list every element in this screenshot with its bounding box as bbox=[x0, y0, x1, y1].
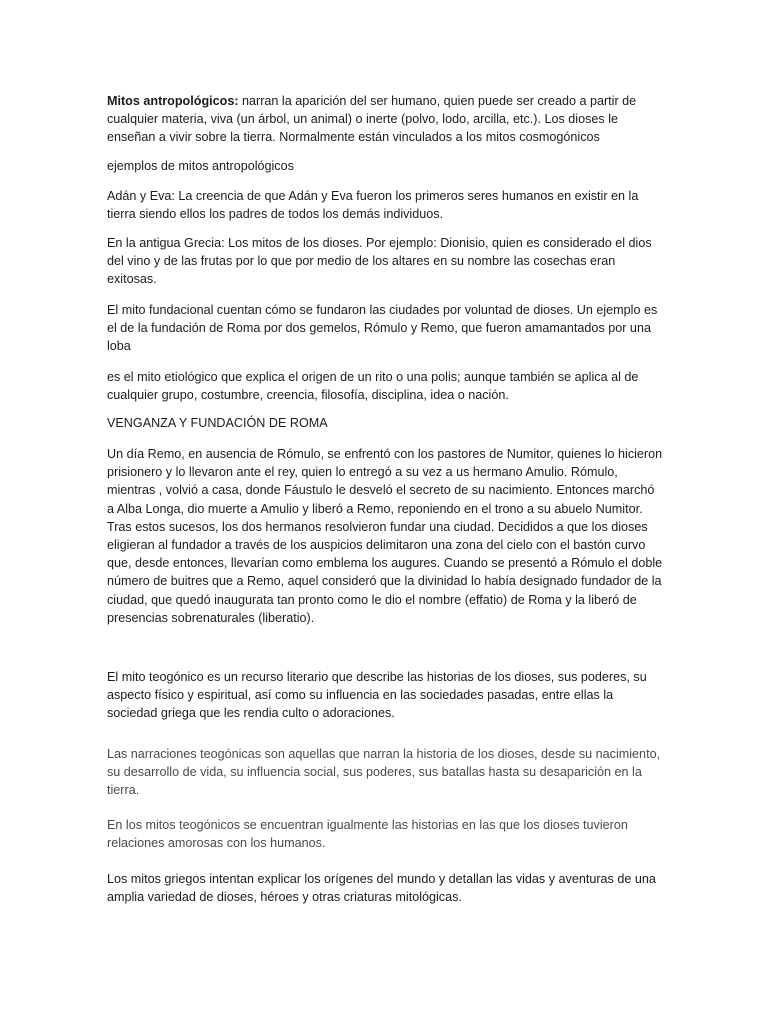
paragraph-mito-teogonico: El mito teogónico es un recurso literario que describe las historias de los dioses, sus poderes, su aspecto físico y espiritual, así como su influencia en las sociedades pasadas, entre ellas la sociedad griega que les rendia culto o adoraciones. bbox=[107, 670, 647, 721]
paragraph-mitos-griegos: Los mitos griegos intentan explicar los orígenes del mundo y detallan las vidas y aventuras de una amplia variedad de dioses, héroes y otras criaturas mitológicas. bbox=[107, 872, 656, 905]
paragraph-adan-y-eva: Adán y Eva: La creencia de que Adán y Eva fueron los primeros seres humanos en existir en la tierra siendo ellos los padres de todos los demás individuos. bbox=[107, 189, 639, 222]
paragraph-ejemplos-heading: ejemplos de mitos antropológicos bbox=[107, 159, 294, 173]
paragraph-antigua-grecia: En la antigua Grecia: Los mitos de los dioses. Por ejemplo: Dionisio, quien es considerado el dios del vino y de las frutas por lo que por medio de los altares en su nombre las cosechas eran exitosas. bbox=[107, 236, 652, 287]
paragraph-mito-etiologico: es el mito etiológico que explica el origen de un rito o una polis; aunque también se aplica al de cualquier grupo, costumbre, creencia, filosofía, disciplina, idea o nación. bbox=[107, 370, 639, 403]
paragraph-lead-term: Mitos antropológicos: bbox=[107, 94, 239, 108]
paragraph-mito-fundacional: El mito fundacional cuentan cómo se fundaron las ciudades por voluntad de dioses. Un ejemplo es el de la fundación de Roma por dos gemelos, Rómulo y Remo, que fueron amamantados por una loba bbox=[107, 303, 658, 354]
paragraph-mitos-teogonicos-amorosos: En los mitos teogónicos se encuentran igualmente las historias en las que los dioses tuvieron relaciones amorosas con los humanos. bbox=[107, 818, 628, 851]
paragraph-remo-romulo: Un día Remo, en ausencia de Rómulo, se enfrentó con los pastores de Numitor, quienes lo hicieron prisionero y lo llevaron ante el rey, quien lo entregó a su vez a us hermano Amulio. Rómulo, mientras , volvió a casa, donde Fáustulo le desveló el secreto de su nacimiento. Entonces marchó a Alba Longa, dio muerte a Amulio y liberó a Remo, reponiendo en el trono a su abuelo Numitor. Tras estos sucesos, los dos hermanos resolvieron fundar una ciudad. Decididos a que los dioses eligieran al fundador a través de los auspicios delimitaron una zona del cielo con el bastón curvo que, desde entonces, llevarían como emblema los augures. Cuando se presentó a Rómulo el doble número de buitres que a Remo, aquel consideró que la divinidad lo había designado fundador de la ciudad, que quedó inaugurata tan pronto como le dio el nombre (effatio) de Roma y la liberó de presencias sobrenaturales (liberatio). bbox=[107, 447, 663, 625]
paragraph-body: narran la aparición del ser humano, quien puede ser creado a partir de cualquier materia, viva (un árbol, un animal) o inerte (polvo, lodo, arcilla, etc.). Los dioses le enseñan a vivir sobre la tierra. Normalmente están vinculados a los mitos cosmogónicos bbox=[107, 94, 637, 145]
section-heading-venganza: VENGANZA Y FUNDACIÓN DE ROMA bbox=[107, 416, 328, 430]
paragraph-mitos-antropologicos bbox=[107, 92, 663, 147]
paragraph-narraciones-teogonicas: Las narraciones teogónicas son aquellas que narran la historia de los dioses, desde su nacimiento, su desarrollo de vida, su influencia social, sus poderes, sus batallas hasta su desaparición en la tierra. bbox=[107, 747, 661, 798]
